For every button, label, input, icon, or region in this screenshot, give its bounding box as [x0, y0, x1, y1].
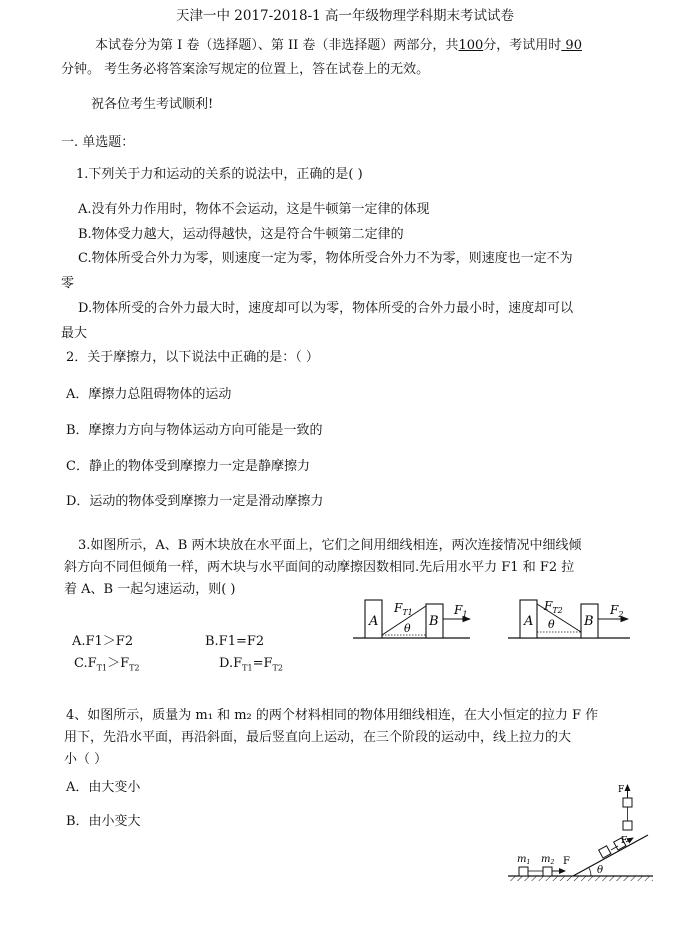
- q1-option-c-cont: 零: [61, 276, 75, 291]
- block-b-label: B: [584, 614, 594, 629]
- vertical-block-lower: [623, 821, 632, 830]
- theta-label: θ: [404, 622, 411, 635]
- q2-stem: 2．关于摩擦力，以下说法中正确的是：（ ）: [66, 350, 319, 365]
- q1-option-a[interactable]: A.没有外力作用时，物体不会运动，这是牛顿第一定律的体现: [78, 202, 430, 217]
- q3-option-c[interactable]: $C.F_{T1}>F_{T2}$: [74, 656, 140, 673]
- intro-line-2: 分钟。 考生务必将答案涂写规定的位置上，答在试卷上的无效。: [61, 62, 430, 77]
- exam-duration: 90: [565, 38, 582, 53]
- good-luck-text: 祝各位考生考试顺利!: [91, 97, 214, 112]
- f2-label: $F_2$: [610, 603, 624, 619]
- q1-option-d-cont: 最大: [61, 326, 88, 341]
- q3-option-b[interactable]: B.F1=F2: [205, 634, 265, 649]
- incline-line: [573, 835, 648, 876]
- m1-label: $m_1$: [517, 854, 531, 866]
- angle-arc: [589, 868, 591, 876]
- q2-option-a[interactable]: A．摩擦力总阻碍物体的运动: [66, 387, 232, 402]
- page-title: 天津一中 2017-2018-1 高一年级物理学科期末考试试卷: [176, 8, 515, 24]
- block-a-label: A: [369, 614, 379, 629]
- q3-figure-right: [508, 599, 630, 638]
- f-label: F: [563, 856, 570, 867]
- vertical-block-upper: [623, 798, 632, 807]
- theta-label: θ: [597, 865, 604, 876]
- q3-option-a[interactable]: A.F1＞F2: [72, 634, 134, 649]
- section-heading: 一. 单选题：: [61, 135, 135, 150]
- intro-line-1: [95, 37, 582, 55]
- q3-stem-line-3: 着 A、B 一起匀速运动，则( ): [64, 582, 236, 597]
- q4-figure: [505, 780, 670, 890]
- m2-label: $m_2$: [541, 854, 555, 866]
- ground-hatch: [508, 876, 653, 881]
- total-score: 100: [458, 38, 484, 53]
- q3-stem-line-1: 3.如图所示，A、B 两木块放在水平面上，它们之间用细线相连，两次连接情况中细线倾: [78, 538, 582, 553]
- block-b-label: B: [429, 614, 439, 629]
- q3-figure-left: [353, 600, 470, 638]
- q2-option-b[interactable]: B．摩擦力方向与物体运动方向可能是一致的: [66, 423, 323, 438]
- q4-stem-line-1: 4、如图所示，质量为 m₁ 和 m₂ 的两个材料相同的物体用细线相连，在大小恒定的拉力 F 作: [66, 708, 599, 723]
- theta-label: θ: [548, 618, 555, 631]
- q1-option-c[interactable]: C.物体所受合外力为零，则速度一定为零，物体所受合外力不为零，则速度也一定不为: [78, 251, 573, 266]
- block-a-label: A: [524, 614, 534, 629]
- q4-stem-line-2: 用下，先沿水平面，再沿斜面，最后竖直向上运动，在三个阶段的运动中，线上拉力的大: [64, 730, 572, 745]
- q1-stem: 1.下列关于力和运动的关系的说法中，正确的是( ): [76, 167, 363, 182]
- f1-label: $F_1$: [454, 603, 468, 619]
- intro-text-a: 本试卷分为第 I 卷（选择题）、第 II 卷（非选择题）两部分，共: [95, 38, 459, 53]
- q2-option-d[interactable]: D．运动的物体受到摩擦力一定是滑动摩擦力: [66, 494, 324, 509]
- q4-stem-line-3: 小（ ）: [64, 752, 108, 767]
- vertical-f-label: F: [618, 785, 625, 795]
- intro-text-b: 分，考试用时: [483, 38, 562, 53]
- q3-option-d[interactable]: $D.F_{T1}=F_{T2}$: [219, 656, 283, 673]
- q4-option-b[interactable]: B．由小变大: [66, 814, 141, 829]
- q1-option-d[interactable]: D.物体所受的合外力最大时，速度却可以为零，物体所受的合外力最小时，速度却可以: [78, 301, 574, 316]
- q2-option-c[interactable]: C．静止的物体受到摩擦力一定是静摩擦力: [66, 459, 310, 474]
- ft1-label: $F_{T1}$: [394, 601, 413, 617]
- q3-stem-line-2: 斜方向不同但倾角一样，两木块与水平面间的动摩擦因数相同.先后用水平力 F1 和 F2 拉: [64, 560, 575, 575]
- q3-figure: [350, 594, 635, 646]
- ft2-label: $F_{T2}$: [544, 599, 563, 615]
- block-m1: [519, 867, 528, 876]
- incline-f-label: F: [621, 836, 628, 846]
- q1-option-b[interactable]: B.物体受力越大，运动得越快，这是符合牛顿第二定律的: [78, 227, 404, 242]
- block-m2: [543, 867, 552, 876]
- q4-option-a[interactable]: A．由大变小: [66, 780, 141, 795]
